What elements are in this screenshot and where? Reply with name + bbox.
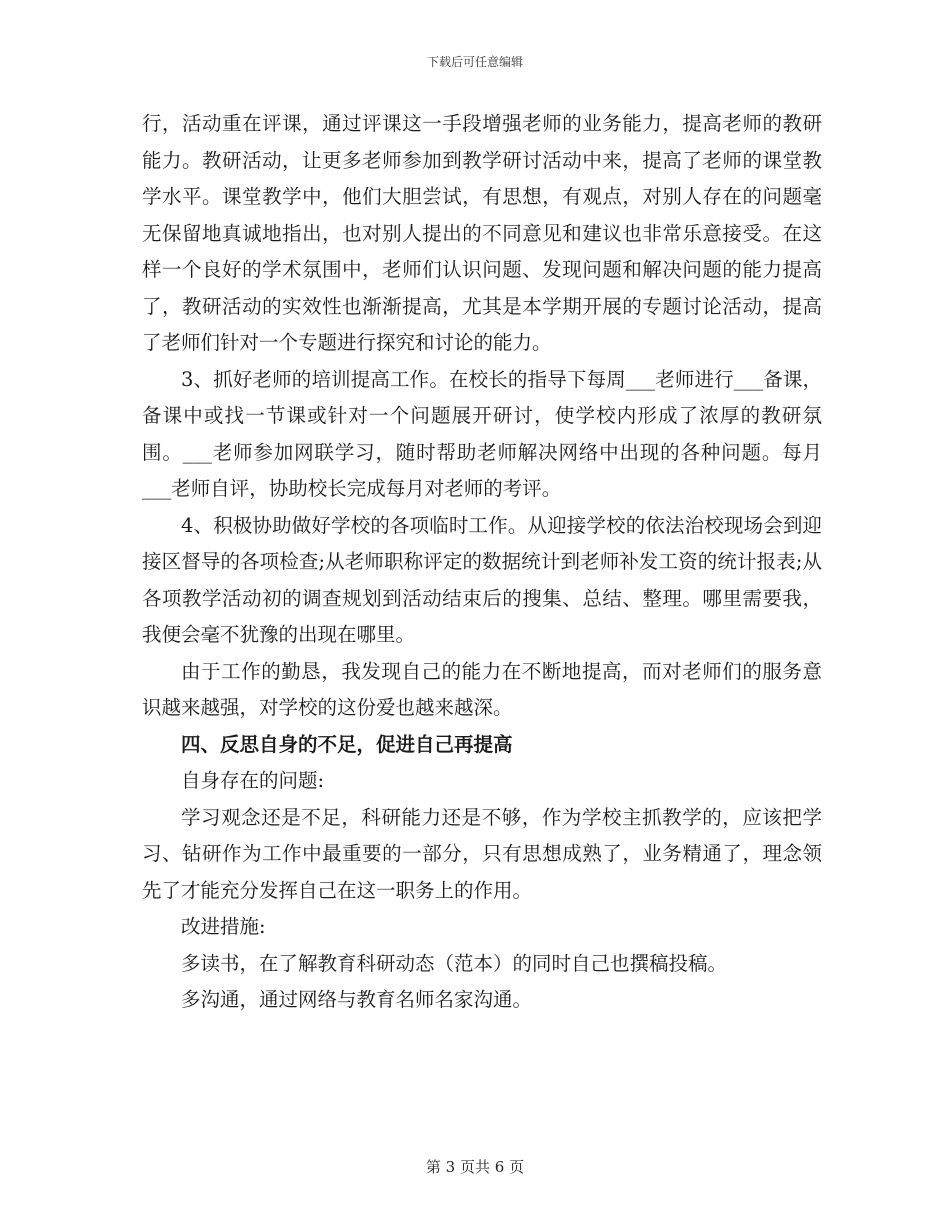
paragraph-problems: 学习观念还是不足，科研能力还是不够，作为学校主抓教学的，应该把学习、钻研作为工作中最重要的一部分，只有思想成熟了，业务精通了，理念领先了才能充分发挥自己在这一职务上的作用。 xyxy=(142,805,822,902)
subheading-measures: 改进措施: xyxy=(181,915,266,938)
section-heading-4: 四、反思自身的不足，促进自己再提高 xyxy=(181,732,513,756)
document-body xyxy=(142,106,822,1019)
page-header: 下载后可任意编辑 xyxy=(426,55,523,69)
subheading-problems: 自身存在的问题: xyxy=(181,769,325,792)
paragraph-measure-2: 多沟通，通过网络与教育名师名家沟通。 xyxy=(181,988,533,1011)
page-footer: 第 3 页共 6 页 xyxy=(425,1158,525,1176)
paragraph-item-3: 3、抓好老师的培训提高工作。在校长的指导下每周___老师进行___备课，备课中或找一节课或针对一个问题展开研讨，使学校内形成了浓厚的教研氛围。___老师参加网联学习，随时帮助老师解决网络中出现的各种问题。每月___老师自评，协助校长完成每月对老师的考评。 xyxy=(142,367,822,500)
paragraph-item-4: 4、积极协助做好学校的各项临时工作。从迎接学校的依法治校现场会到迎接区督导的各项检查;从老师职称评定的数据统计到老师补发工资的统计报表;从各项教学活动初的调查规划到活动结束后的搜集、总结、整理。哪里需要我，我便会毫不犹豫的出现在哪里。 xyxy=(142,513,822,646)
paragraph-measure-1: 多读书，在了解教育科研动态（范本）的同时自己也撰稿投稿。 xyxy=(181,951,728,975)
paragraph-continuation: 行，活动重在评课，通过评课这一手段增强老师的业务能力，提高老师的教研能力。教研活动，让更多老师参加到教学研讨活动中来，提高了老师的课堂教学水平。课堂教学中，他们大胆尝试，有思想，有观点，对别人存在的问题毫无保留地真诚地指出，也对别人提出的不同意见和建议也非常乐意接受。在这样一个良好的学术氛围中，老师们认识问题、发现问题和解决问题的能力提高了，教研活动的实效性也渐渐提高，尤其是本学期开展的专题讨论活动，提高了老师们针对一个专题进行探究和讨论的能力。 xyxy=(142,112,822,354)
paragraph-summary: 由于工作的勤恳，我发现自己的能力在不断地提高，而对老师们的服务意识越来越强，对学校的这份爱也越来越深。 xyxy=(142,659,822,719)
